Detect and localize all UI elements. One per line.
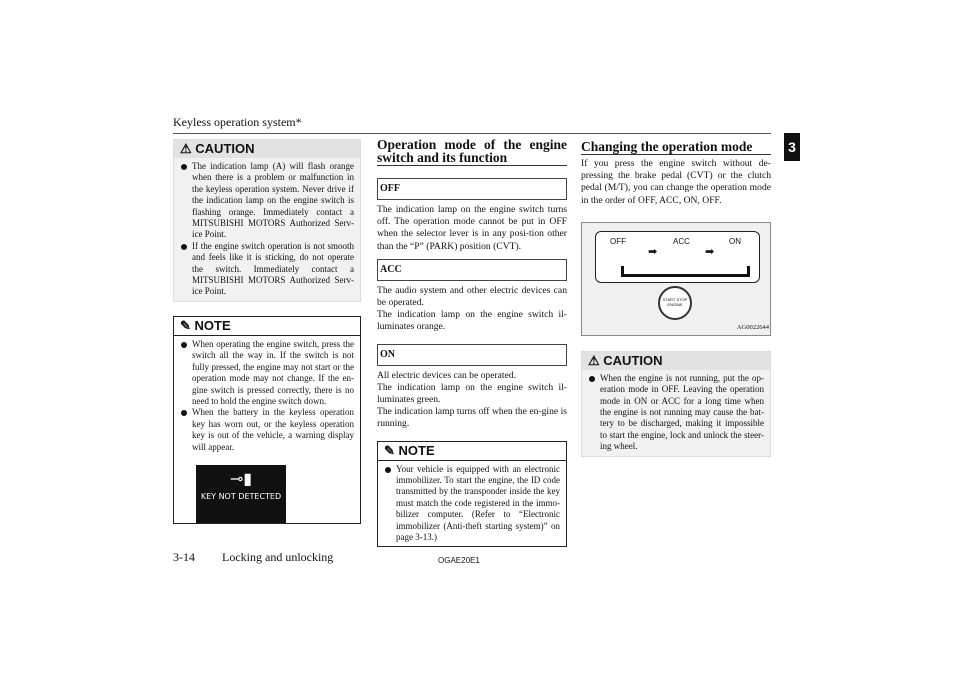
subheading-on: ON: [377, 344, 567, 366]
list-item: When the battery in the keyless operation key has worn out, or the keyless operation key is out of the vehicle, a warning display will appear.: [180, 407, 354, 453]
mode-acc-label: ACC: [673, 236, 690, 246]
chapter-tab: 3: [784, 133, 800, 161]
caution-title: CAUTION: [195, 141, 255, 156]
paragraph: The indication lamp turns off when the en-gine is running.: [377, 406, 567, 430]
warning-triangle-icon: ⚠: [588, 352, 604, 368]
document-code: OGAE20E1: [438, 556, 480, 565]
paragraph: The indication lamp on the engine switch turns off. The operation mode cannot be put in OFF when the selector lever is in any posi-tion other than the “P” (PARK) position (CVT).: [377, 204, 567, 252]
list-item: When the engine is not running, put the op-eration mode in OFF. Leaving the operation mode in ON or ACC for a long time when the engine is not running may cause the bat-tery to be discharged, making it impossible to start the engine, lock and unlock the steer-ing wheel.: [588, 373, 764, 453]
note-box: [377, 441, 567, 548]
key-not-detected-display: ⊸▮ KEY NOT DETECTED: [196, 465, 286, 523]
operation-mode-figure: [581, 222, 771, 336]
subheading-off: OFF: [377, 178, 567, 200]
running-header: Keyless operation system*: [173, 115, 302, 129]
list-item: The indication lamp (A) will flash orange when there is a problem or malfunction in the keyless operation system. Never drive if the indication lamp on the engine switch is flashing orange. Immediately contact a MITSUBISHI MOTORS Authorized Serv-ice Point.: [180, 161, 354, 241]
note-title: NOTE: [398, 442, 435, 458]
paragraph: The indication lamp on the engine switch il-luminates orange.: [377, 309, 567, 333]
mode-off-label: OFF: [610, 236, 626, 246]
note-title: NOTE: [194, 317, 231, 333]
paragraph: The audio system and other electric devices can be operated.: [377, 284, 567, 309]
list-item: If the engine switch operation is not smooth and feels like it is sticking, do not operate the switch. Immediately contact a MITSUBISHI MOTORS Authorized Serv-ice Point.: [180, 241, 354, 298]
paragraph: All electric devices can be operated.: [377, 369, 517, 381]
note-icon: ✎: [384, 442, 399, 458]
arrow-right-icon: ➡: [648, 245, 658, 258]
mode-on-label: ON: [729, 236, 741, 246]
section-heading: Operation mode of the engine switch and its function: [377, 137, 567, 165]
paragraph: If you press the engine switch without de-pressing the brake pedal (CVT) or the clutch pedal (M/T), you can change the operation mode in the order of OFF, ACC, ON, OFF.: [581, 158, 771, 206]
header-rule: [173, 133, 771, 134]
paragraph: The indication lamp on the engine switch il-luminates green.: [377, 381, 567, 406]
page-number: 3-14: [173, 550, 195, 564]
return-arrow: [621, 266, 750, 277]
caution-title: CAUTION: [603, 352, 663, 368]
note-icon: ✎: [180, 317, 195, 333]
list-item: When operating the engine switch, press the switch all the way in. If the switch is not fully pressed, the engine may not start or the operation mode may not change. If the en-gine switch is pressed correctly, there is no need to hold the engine switch down.: [180, 339, 354, 407]
note-box: [173, 316, 361, 524]
arrow-right-icon: ➡: [705, 245, 715, 258]
subheading-acc: ACC: [377, 259, 567, 281]
footer-section: Locking and unlocking: [222, 550, 334, 564]
section-heading: Changing the operation mode: [581, 140, 771, 155]
warning-triangle-icon: ⚠: [180, 141, 196, 156]
key-icon: ⊸▮: [229, 468, 253, 488]
caution-box: [173, 139, 361, 302]
engine-switch-icon: START STOP ENGINE: [658, 286, 692, 320]
caution-box: [581, 351, 771, 457]
list-item: Your vehicle is equipped with an electronic immobilizer. To start the engine, the ID code transmitted by the transponder inside the key must match the code registered in the immo-bilizer computer. (Refer to “Electronic immobilizer (Anti-theft starting system)” on page 3-13.): [384, 464, 560, 544]
figure-code: AG0022644: [736, 323, 769, 331]
